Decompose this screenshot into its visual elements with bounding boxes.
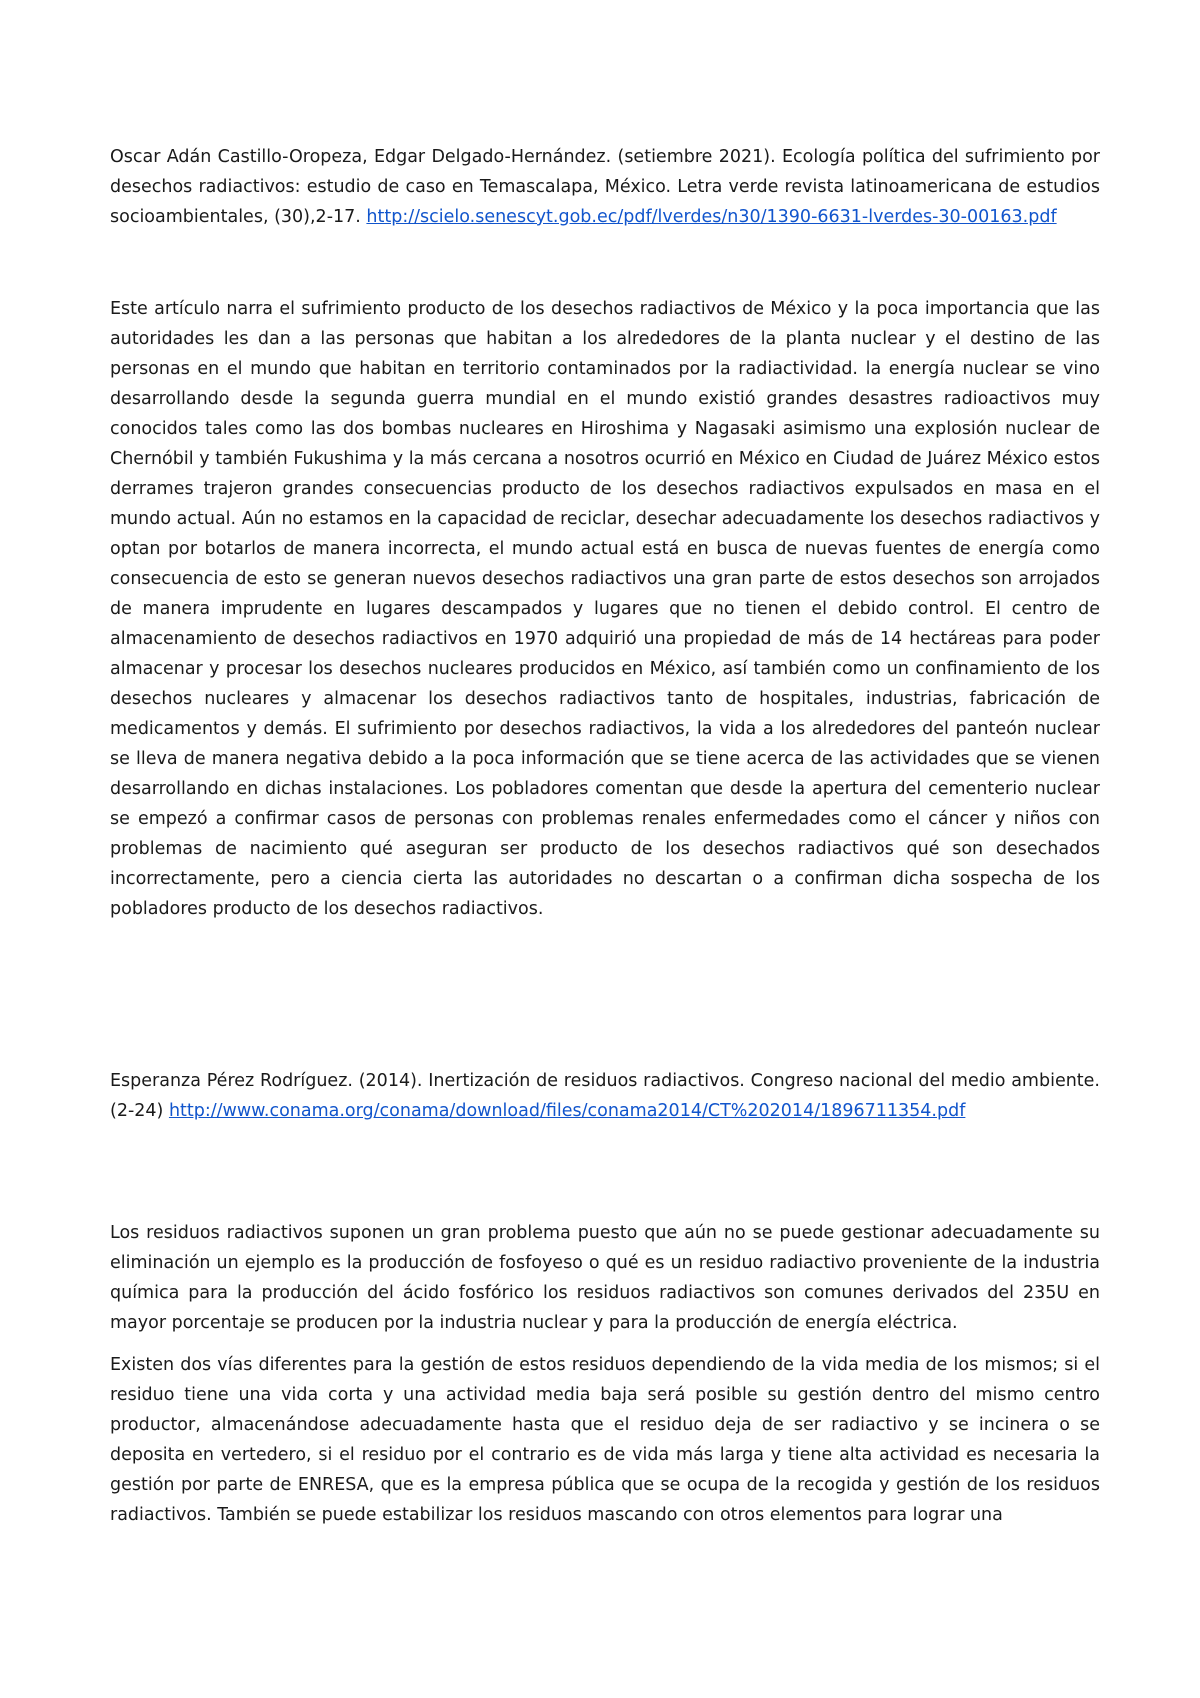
summary-paragraph-2: Los residuos radiactivos suponen un gran problema puesto que aún no se puede gestionar adecuadamente su eliminación un ejemplo es la producción de fosfoyeso o qué es un residuo radiactivo proveniente de la industria química para la producción del ácido fosfórico los residuos radiactivos son comunes derivados del 235U en mayor porcentaje se producen por la industria nuclear y para la producción de energía eléctrica. <box>110 1223 1100 1333</box>
reference-1-text: Oscar Adán Castillo-Oropeza, Edgar Delgado-Hernández. (setiembre 2021). Ecología política del sufrimiento por desechos radiactivos: estudio de caso en Temascalapa, México. Letra verde revista latinoamericana de estudios socioambientales, (30),2-17. <box>110 147 1100 227</box>
reference-citation-1 <box>110 142 1100 232</box>
reference-2-link[interactable]: http://www.conama.org/conama/download/files/conama2014/CT%202014/1896711354.pdf <box>168 1101 966 1121</box>
reference-1-link[interactable]: http://scielo.senescyt.gob.ec/pdf/lverdes/n30/1390-6631-lverdes-30-00163.pdf <box>366 207 1057 227</box>
summary-paragraph-3: Existen dos vías diferentes para la gestión de estos residuos dependiendo de la vida media de los mismos; si el residuo tiene una vida corta y una actividad media baja será posible su gestión dentro del mismo centro productor, almacenándose adecuadamente hasta que el residuo deja de ser radiactivo y se incinera o se deposita en vertedero, si el residuo por el contrario es de vida más larga y tiene alta actividad es necesaria la gestión por parte de ENRESA, que es la empresa pública que se ocupa de la recogida y gestión de los residuos radiactivos. También se puede estabilizar los residuos mascando con otros elementos para lograr una <box>110 1355 1100 1525</box>
reference-citation-2 <box>110 1066 1100 1126</box>
summary-paragraph-1: Este artículo narra el sufrimiento producto de los desechos radiactivos de México y la poca importancia que las autoridades les dan a las personas que habitan a los alrededores de la planta nuclear y el destino de las personas en el mundo que habitan en territorio contaminados por la radiactividad. la energía nuclear se vino desarrollando desde la segunda guerra mundial en el mundo existió grandes desastres radioactivos muy conocidos tales como las dos bombas nucleares en Hiroshima y Nagasaki asimismo una explosión nuclear de Chernóbil y también Fukushima y la más cercana a nosotros ocurrió en México en Ciudad de Juárez México estos derrames trajeron grandes consecuencias producto de los desechos radiactivos expulsados en masa en el mundo actual. Aún no estamos en la capacidad de reciclar, desechar adecuadamente los desechos radiactivos y optan por botarlos de manera incorrecta, el mundo actual está en busca de nuevas fuentes de energía como consecuencia de esto se generan nuevos desechos radiactivos una gran parte de estos desechos son arrojados de manera imprudente en lugares descampados y lugares que no tienen el debido control. El centro de almacenamiento de desechos radiactivos en 1970 adquirió una propiedad de más de 14 hectáreas para poder almacenar y procesar los desechos nucleares producidos en México, así también como un confinamiento de los desechos nucleares y almacenar los desechos radiactivos tanto de hospitales, industrias, fabricación de medicamentos y demás. El sufrimiento por desechos radiactivos, la vida a los alrededores del panteón nuclear se lleva de manera negativa debido a la poca información que se tiene acerca de las actividades que se vienen desarrollando en dichas instalaciones. Los pobladores comentan que desde la apertura del cementerio nuclear se empezó a confirmar casos de personas con problemas renales enfermedades como el cáncer y niños con problemas de nacimiento qué aseguran ser producto de los desechos radiactivos qué son desechados incorrectamente, pero a ciencia cierta las autoridades no descartan o a confirman dicha sospecha de los pobladores producto de los desechos radiactivos. <box>110 299 1100 919</box>
reference-2-text: Esperanza Pérez Rodríguez. (2014). Inertización de residuos radiactivos. Congreso nacional del medio ambiente.(2-24) <box>110 1071 1100 1121</box>
